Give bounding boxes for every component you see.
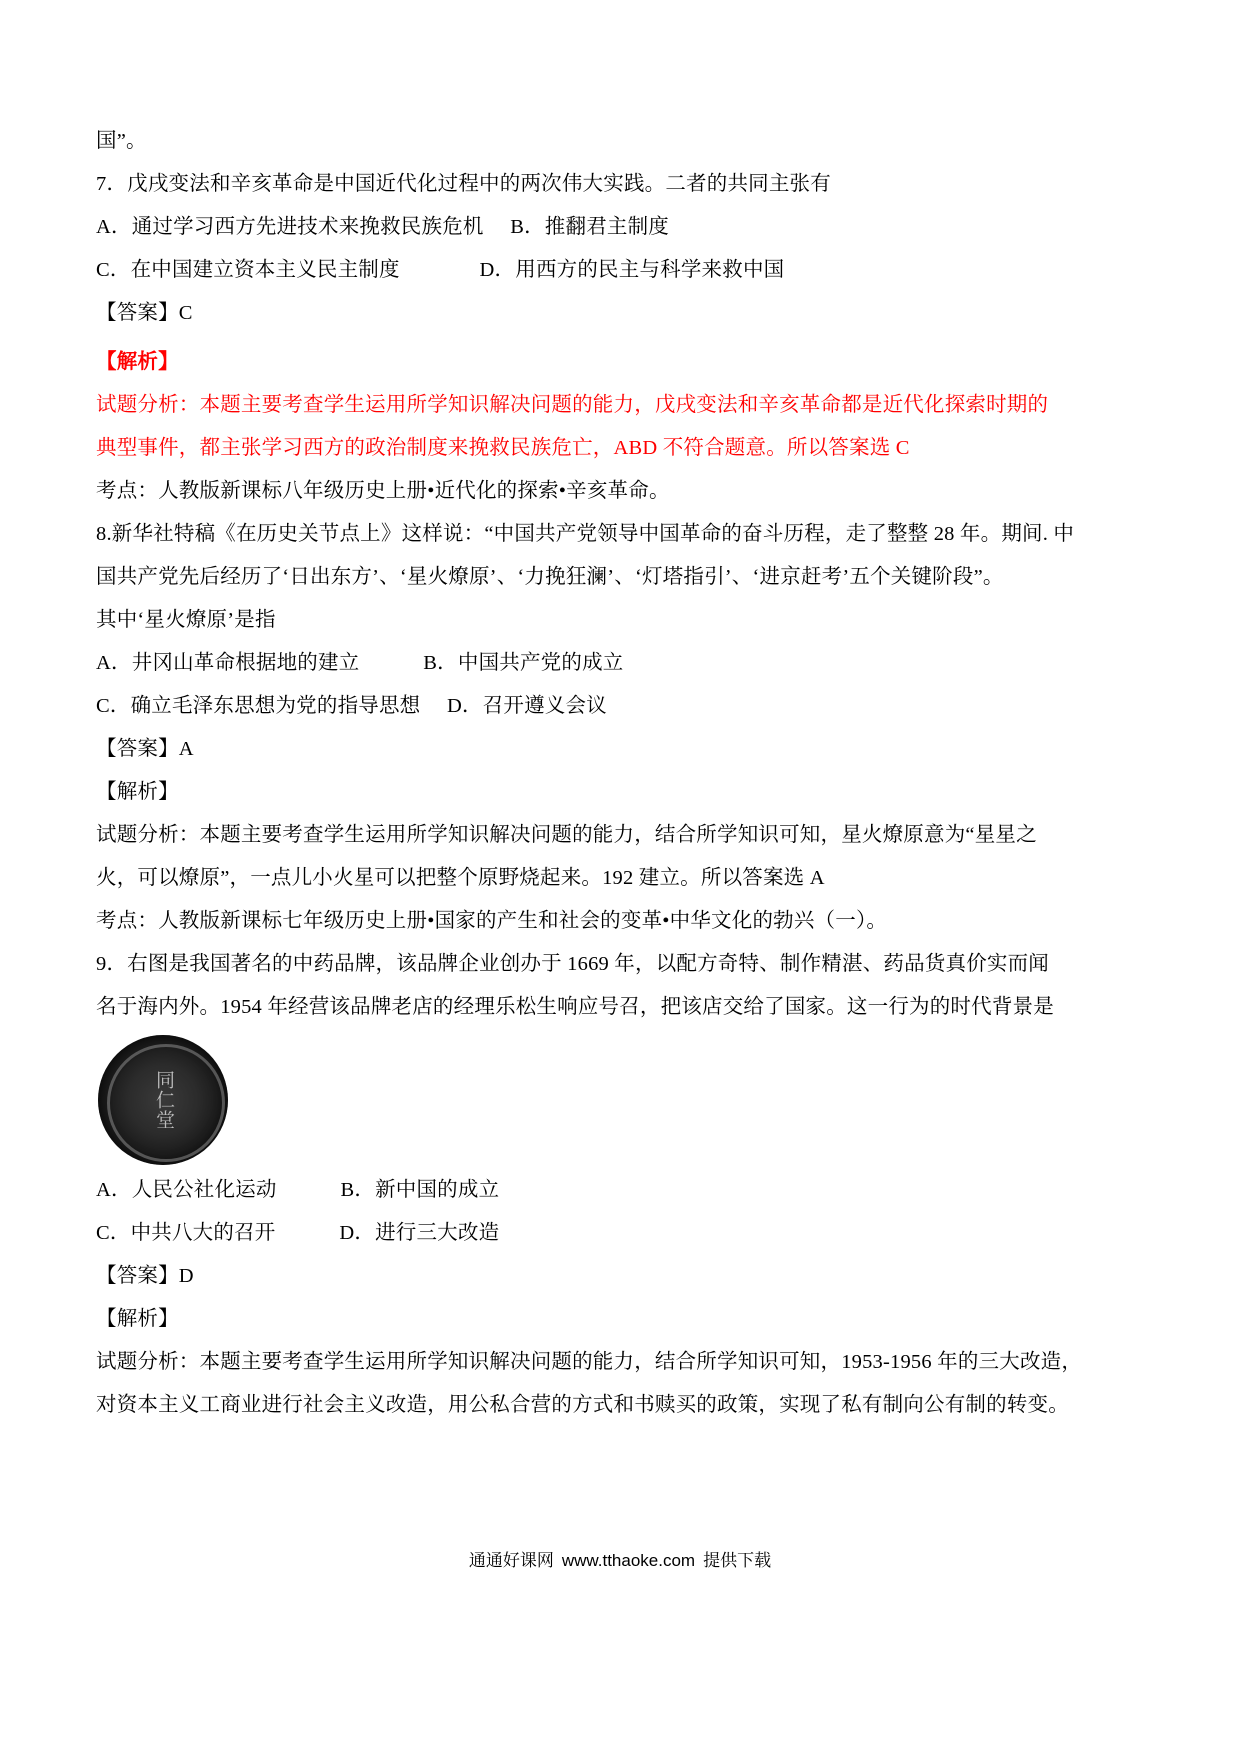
question-8-analysis-heading: 【解析】 [96, 781, 179, 803]
seal-caption: 同仁堂 [153, 1070, 174, 1130]
question-9-stem-line-2: 名于海内外。1954 年经营该品牌老店的经理乐松生响应号召，把该店交给了国家。这一行为的时代背景是 [96, 996, 1054, 1018]
question-9-answer: 【答案】D [96, 1265, 194, 1287]
question-9-options-ab: A．人民公社化运动 B．新中国的成立 [96, 1179, 500, 1201]
question-7-stem: 7．戊戌变法和辛亥革命是中国近代化过程中的两次伟大实践。二者的共同主张有 [96, 173, 831, 195]
question-7-analysis-line-1: 试题分析：本题主要考查学生运用所学知识解决问题的能力，戊戌变法和辛亥革命都是近代化探索时期的 [96, 394, 1049, 416]
question-7-answer: 【答案】C [96, 302, 193, 324]
question-8-analysis-line-1: 试题分析：本题主要考查学生运用所学知识解决问题的能力，结合所学知识可知，星火燎原意为“星星之 [96, 824, 1037, 846]
question-9-analysis-heading: 【解析】 [96, 1308, 179, 1330]
question-9-analysis-line-2: 对资本主义工商业进行社会主义改造，用公私合营的方式和书赎买的政策，实现了私有制向公有制的转变。 [96, 1394, 1069, 1416]
footer-suffix: 提供下载 [703, 1551, 772, 1570]
document-body [96, 120, 1144, 1427]
question-9-options-cd: C．中共八大的召开 D．进行三大改造 [96, 1222, 500, 1244]
question-7-options-cd: C．在中国建立资本主义民主制度 D．用西方的民主与科学来救中国 [96, 259, 785, 281]
text-line: 国”。 [96, 130, 147, 152]
question-8-stem-line-2: 国共产党先后经历了‘日出东方’、‘星火燎原’、‘力挽狂澜’、‘灯塔指引’、‘进京赶考’五个关键阶段”。 [96, 566, 1004, 588]
seal-circle [98, 1035, 228, 1165]
question-9-analysis-line-1: 试题分析：本题主要考查学生运用所学知识解决问题的能力，结合所学知识可知，1953-1956 年的三大改造， [96, 1351, 1083, 1373]
footer-site-name: 通通好课网 [468, 1551, 554, 1570]
question-7-knowledge-point: 考点：人教版新课标八年级历史上册•近代化的探索•辛亥革命。 [96, 480, 670, 502]
question-8-analysis-line-2: 火，可以燎原”，一点儿小火星可以把整个原野烧起来。192 建立。所以答案选 A [96, 867, 825, 889]
question-7-analysis-heading: 【解析】 [96, 351, 179, 373]
tongrentang-seal-image [98, 1035, 1144, 1165]
question-8-knowledge-point: 考点：人教版新课标七年级历史上册•国家的产生和社会的变革•中华文化的勃兴（一）。 [96, 910, 888, 932]
question-7-options-ab: A．通过学习西方先进技术来挽救民族危机 B．推翻君主制度 [96, 216, 670, 238]
question-9-stem-line-1: 9．右图是我国著名的中药品牌，该品牌企业创办于 1669 年，以配方奇特、制作精湛、药品货真价实而闻 [96, 953, 1049, 975]
question-8-stem-line-1: 8.新华社特稿《在历史关节点上》这样说：“中国共产党领导中国革命的奋斗历程，走了整整 28 年。期间. 中 [96, 523, 1075, 545]
question-8-answer: 【答案】A [96, 738, 194, 760]
question-8-options-ab: A．井冈山革命根据地的建立 B．中国共产党的成立 [96, 652, 624, 674]
footer-url: www.tthaoke.com [561, 1551, 696, 1570]
question-7-analysis-line-2: 典型事件，都主张学习西方的政治制度来挽救民族危亡，ABD 不符合题意。所以答案选 C [96, 437, 910, 459]
question-8-stem-line-3: 其中‘星火燎原’是指 [96, 609, 276, 631]
question-8-options-cd: C．确立毛泽东思想为党的指导思想 D．召开遵义会议 [96, 695, 607, 717]
page-footer [0, 1546, 1240, 1571]
